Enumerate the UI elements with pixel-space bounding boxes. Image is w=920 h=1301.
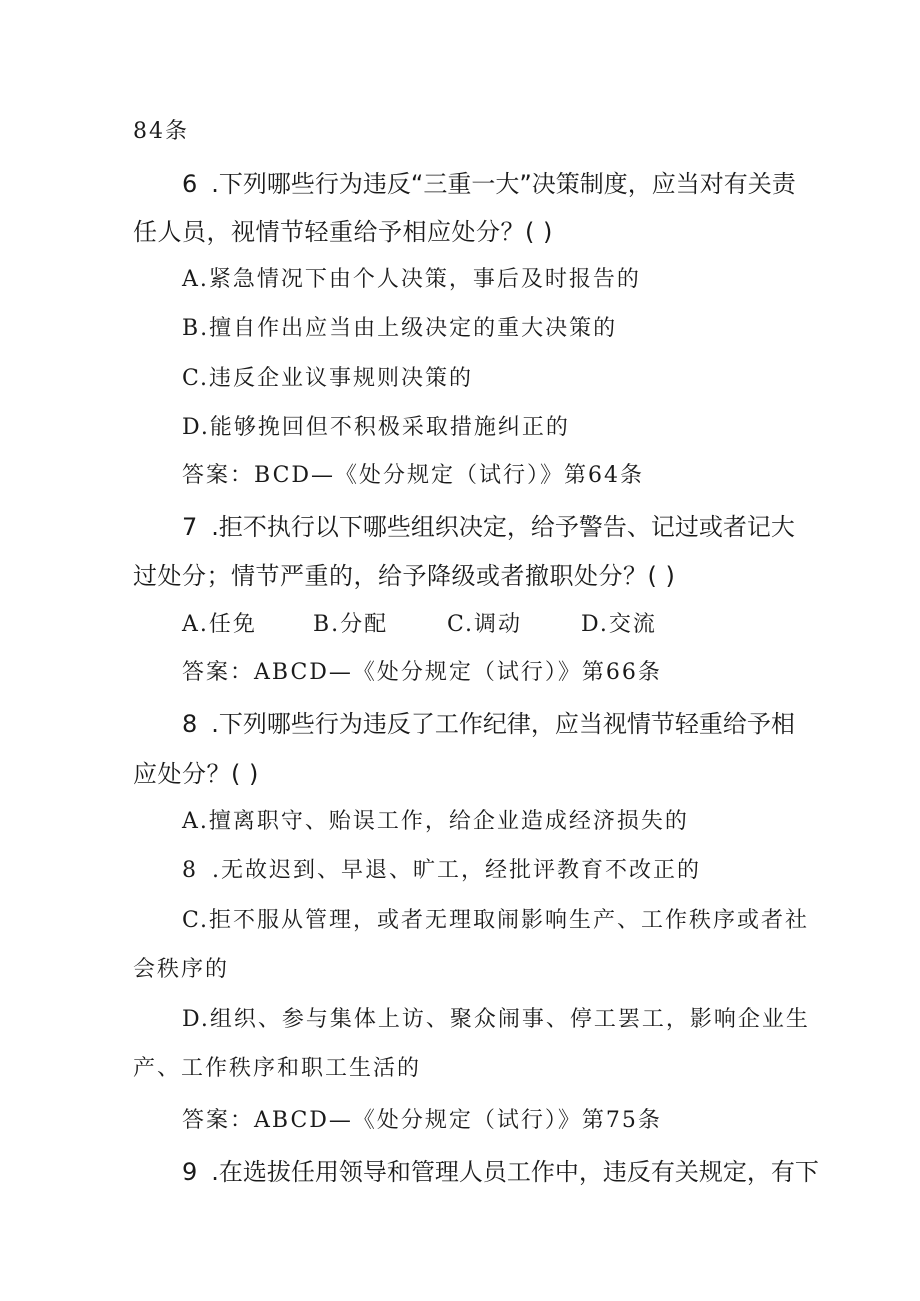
question-6-number: 6 <box>182 170 198 198</box>
question-8-option-c-line-2: 会秩序的 <box>133 957 230 982</box>
question-6-option-b: B.擅自作出应当由上级决定的重大决策的 <box>182 316 618 341</box>
question-7-option-a: A.任免 <box>182 612 257 637</box>
question-7-option-c: C.调动 <box>447 612 523 637</box>
question-6-answer: 答案：BCD—《处分规定（试行）》第64条 <box>182 463 645 488</box>
question-7-line-1 <box>182 515 795 539</box>
question-8-option-d-line-1: D.组织、参与集体上访、聚众闹事、停工罢工，影响企业生 <box>182 1007 810 1032</box>
question-7-option-b: B.分配 <box>313 612 389 637</box>
question-7-answer: 答案：ABCD—《处分规定（试行）》第66条 <box>182 660 662 685</box>
question-9-line-1 <box>182 1160 819 1184</box>
question-8-line-1 <box>182 712 795 736</box>
question-9-text: .在选拔任用领导和管理人员工作中，违反有关规定，有下 <box>211 1158 819 1186</box>
question-7-text: .拒不执行以下哪些组织决定，给予警告、记过或者记大 <box>211 513 795 541</box>
question-6-option-d: D.能够挽回但不积极采取措施纠正的 <box>182 415 570 440</box>
question-6-text: .下列哪些行为违反“三重一大”决策制度，应当对有关责 <box>211 170 796 198</box>
question-8-option-b <box>182 860 701 882</box>
question-6-line-1 <box>182 172 796 196</box>
question-8-text: .下列哪些行为违反了工作纪律，应当视情节轻重给予相 <box>211 710 795 738</box>
question-8-option-b-text: .无故迟到、早退、旷工，经批评教育不改正的 <box>212 858 701 883</box>
question-8-option-c-line-1: C.拒不服从管理，或者无理取闹影响生产、工作秩序或者社 <box>182 908 810 933</box>
question-7-number: 7 <box>182 513 198 541</box>
question-8-option-b-number: 8 <box>182 858 198 883</box>
continuation-text: 84条 <box>133 119 189 144</box>
question-7-options <box>182 614 657 636</box>
question-8-line-2: 应处分？( ) <box>133 760 259 788</box>
question-6-option-c: C.违反企业议事规则决策的 <box>182 366 474 391</box>
question-7-line-2: 过处分；情节严重的，给予降级或者撤职处分？( ) <box>133 562 676 590</box>
question-9-number: 9 <box>182 1158 198 1186</box>
question-8-option-a: A.擅离职守、贻误工作，给企业造成经济损失的 <box>182 809 689 834</box>
question-8-option-d-line-2: 产、工作秩序和职工生活的 <box>133 1056 422 1081</box>
question-6-option-a: A.紧急情况下由个人决策，事后及时报告的 <box>182 267 641 292</box>
question-7-option-d: D.交流 <box>581 612 657 637</box>
question-6-line-2: 任人员，视情节轻重给予相应处分？( ) <box>133 218 553 246</box>
question-8-answer: 答案：ABCD—《处分规定（试行）》第75条 <box>182 1108 662 1133</box>
question-8-number: 8 <box>182 710 198 738</box>
